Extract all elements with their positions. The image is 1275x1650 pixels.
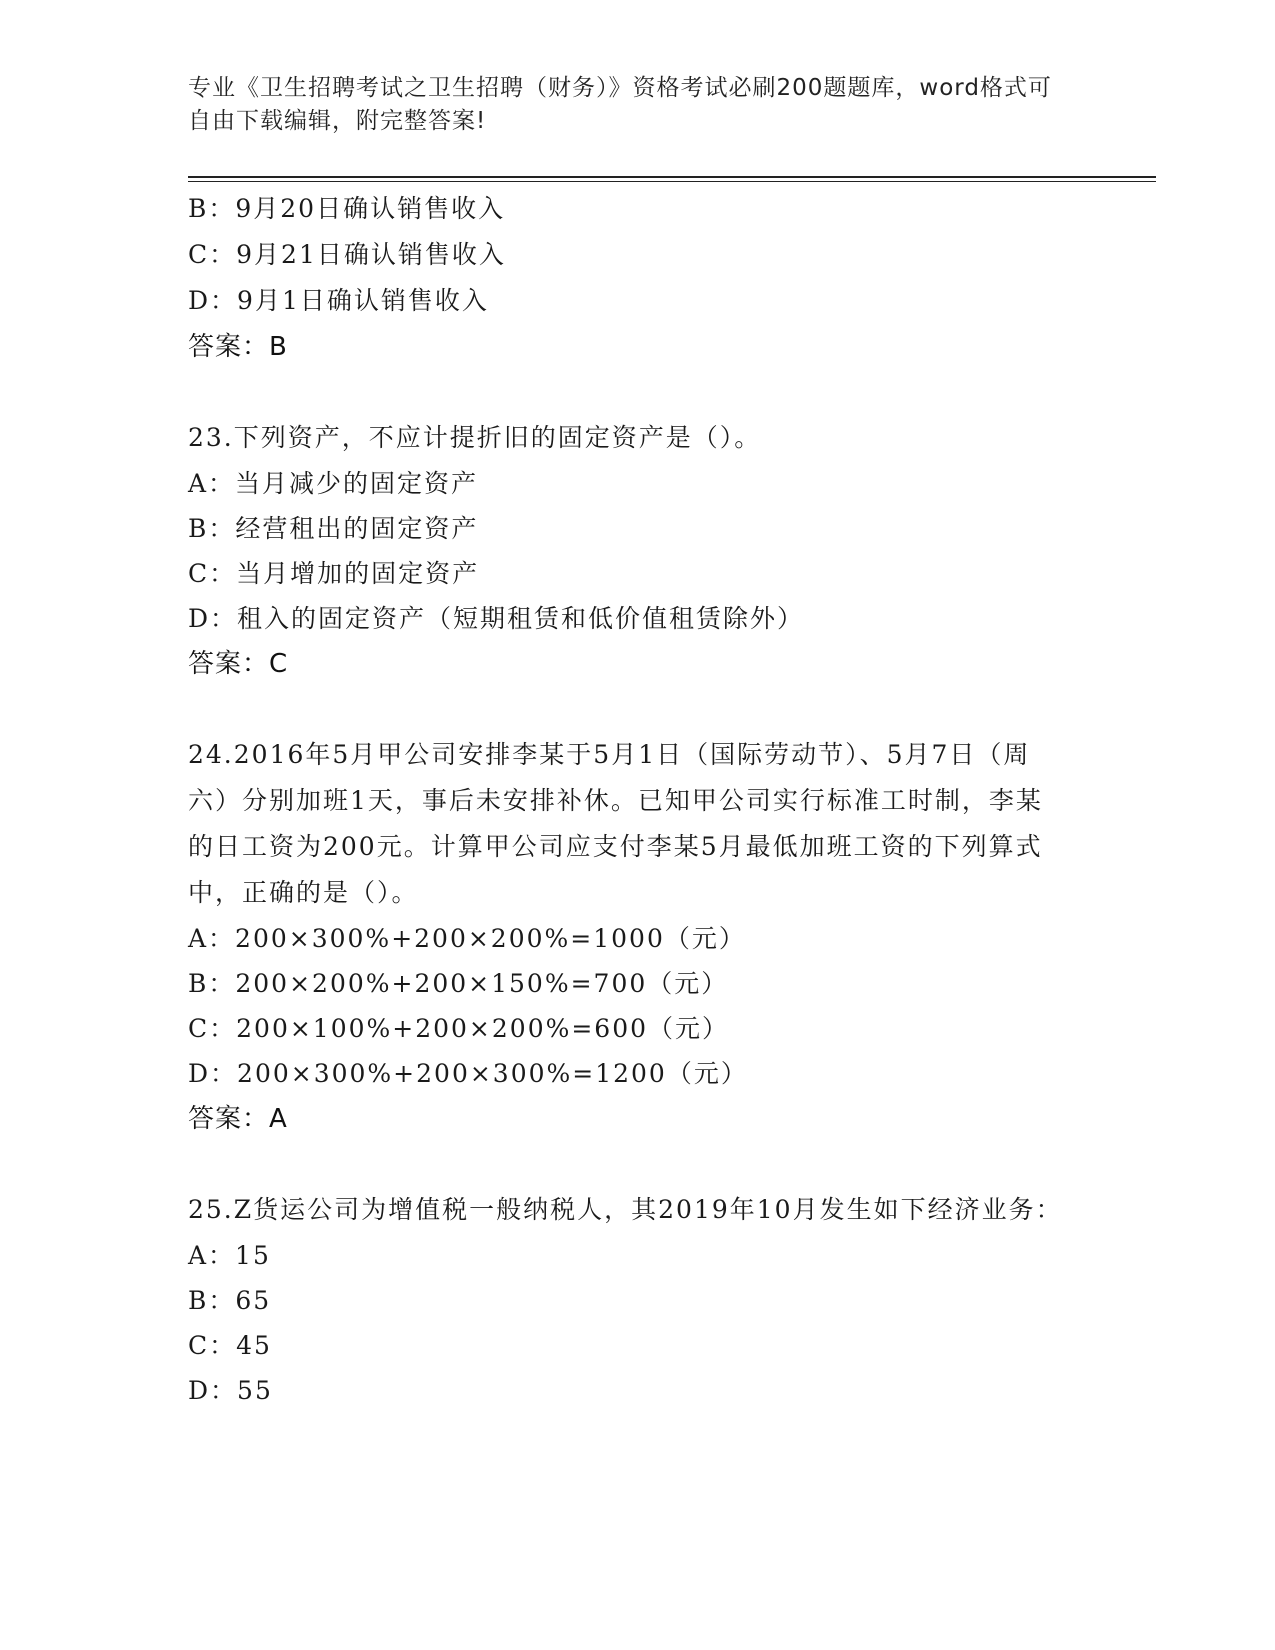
spacer [188,1142,1068,1187]
question-stem: 24.2016年5月甲公司安排李某于5月1日（国际劳动节）、5月7日（周六）分别加班1天，事后未安排补休。已知甲公司实行标准工时制，李某的日工资为200元。计算甲公司应支付李某5月最低加班工资的下列算式中，正确的是（）。 [188,740,1043,907]
spacer [188,687,1068,732]
answer-line: 答案：C [188,649,289,679]
option-b: B：200×200%+200×150%=700（元） [188,969,729,998]
option-d: D：55 [188,1376,273,1405]
option-c: C：9月21日确认销售收入 [188,240,506,269]
question-stem: 25.Z货运公司为增值税一般纳税人，其2019年10月发生如下经济业务： [188,1195,1063,1224]
header-divider-thin [188,181,1156,182]
option-b: B：经营租出的固定资产 [188,514,479,543]
document-header: 专业《卫生招聘考试之卫生招聘（财务）》资格考试必刷200题题库，word格式可自由下载编辑，附完整答案! [188,75,1052,134]
option-b: B：9月20日确认销售收入 [188,194,506,223]
question-stem: 23.下列资产，不应计提折旧的固定资产是（）。 [188,423,762,452]
option-d: D：租入的固定资产（短期租赁和低价值租赁除外） [188,604,805,633]
option-c: C：当月增加的固定资产 [188,559,480,588]
option-d: D：9月1日确认销售收入 [188,286,489,315]
spacer [188,370,1068,415]
answer-line: 答案：A [188,1104,288,1134]
option-b: B：65 [188,1286,272,1315]
option-c: C：200×100%+200×200%=600（元） [188,1014,730,1043]
question-23 [188,415,1068,687]
header-divider-thick [188,176,1156,178]
option-a: A：当月减少的固定资产 [188,469,479,498]
option-d: D：200×300%+200×300%=1200（元） [188,1059,748,1088]
option-a: A：15 [188,1241,271,1270]
option-c: C：45 [188,1331,272,1360]
question-24 [188,732,1068,1142]
option-a: A：200×300%+200×200%=1000（元） [188,924,746,953]
question-25 [188,1187,1068,1413]
question-content [188,186,1068,1413]
question-22-continuation [188,186,1068,370]
answer-line: 答案：B [188,332,288,362]
